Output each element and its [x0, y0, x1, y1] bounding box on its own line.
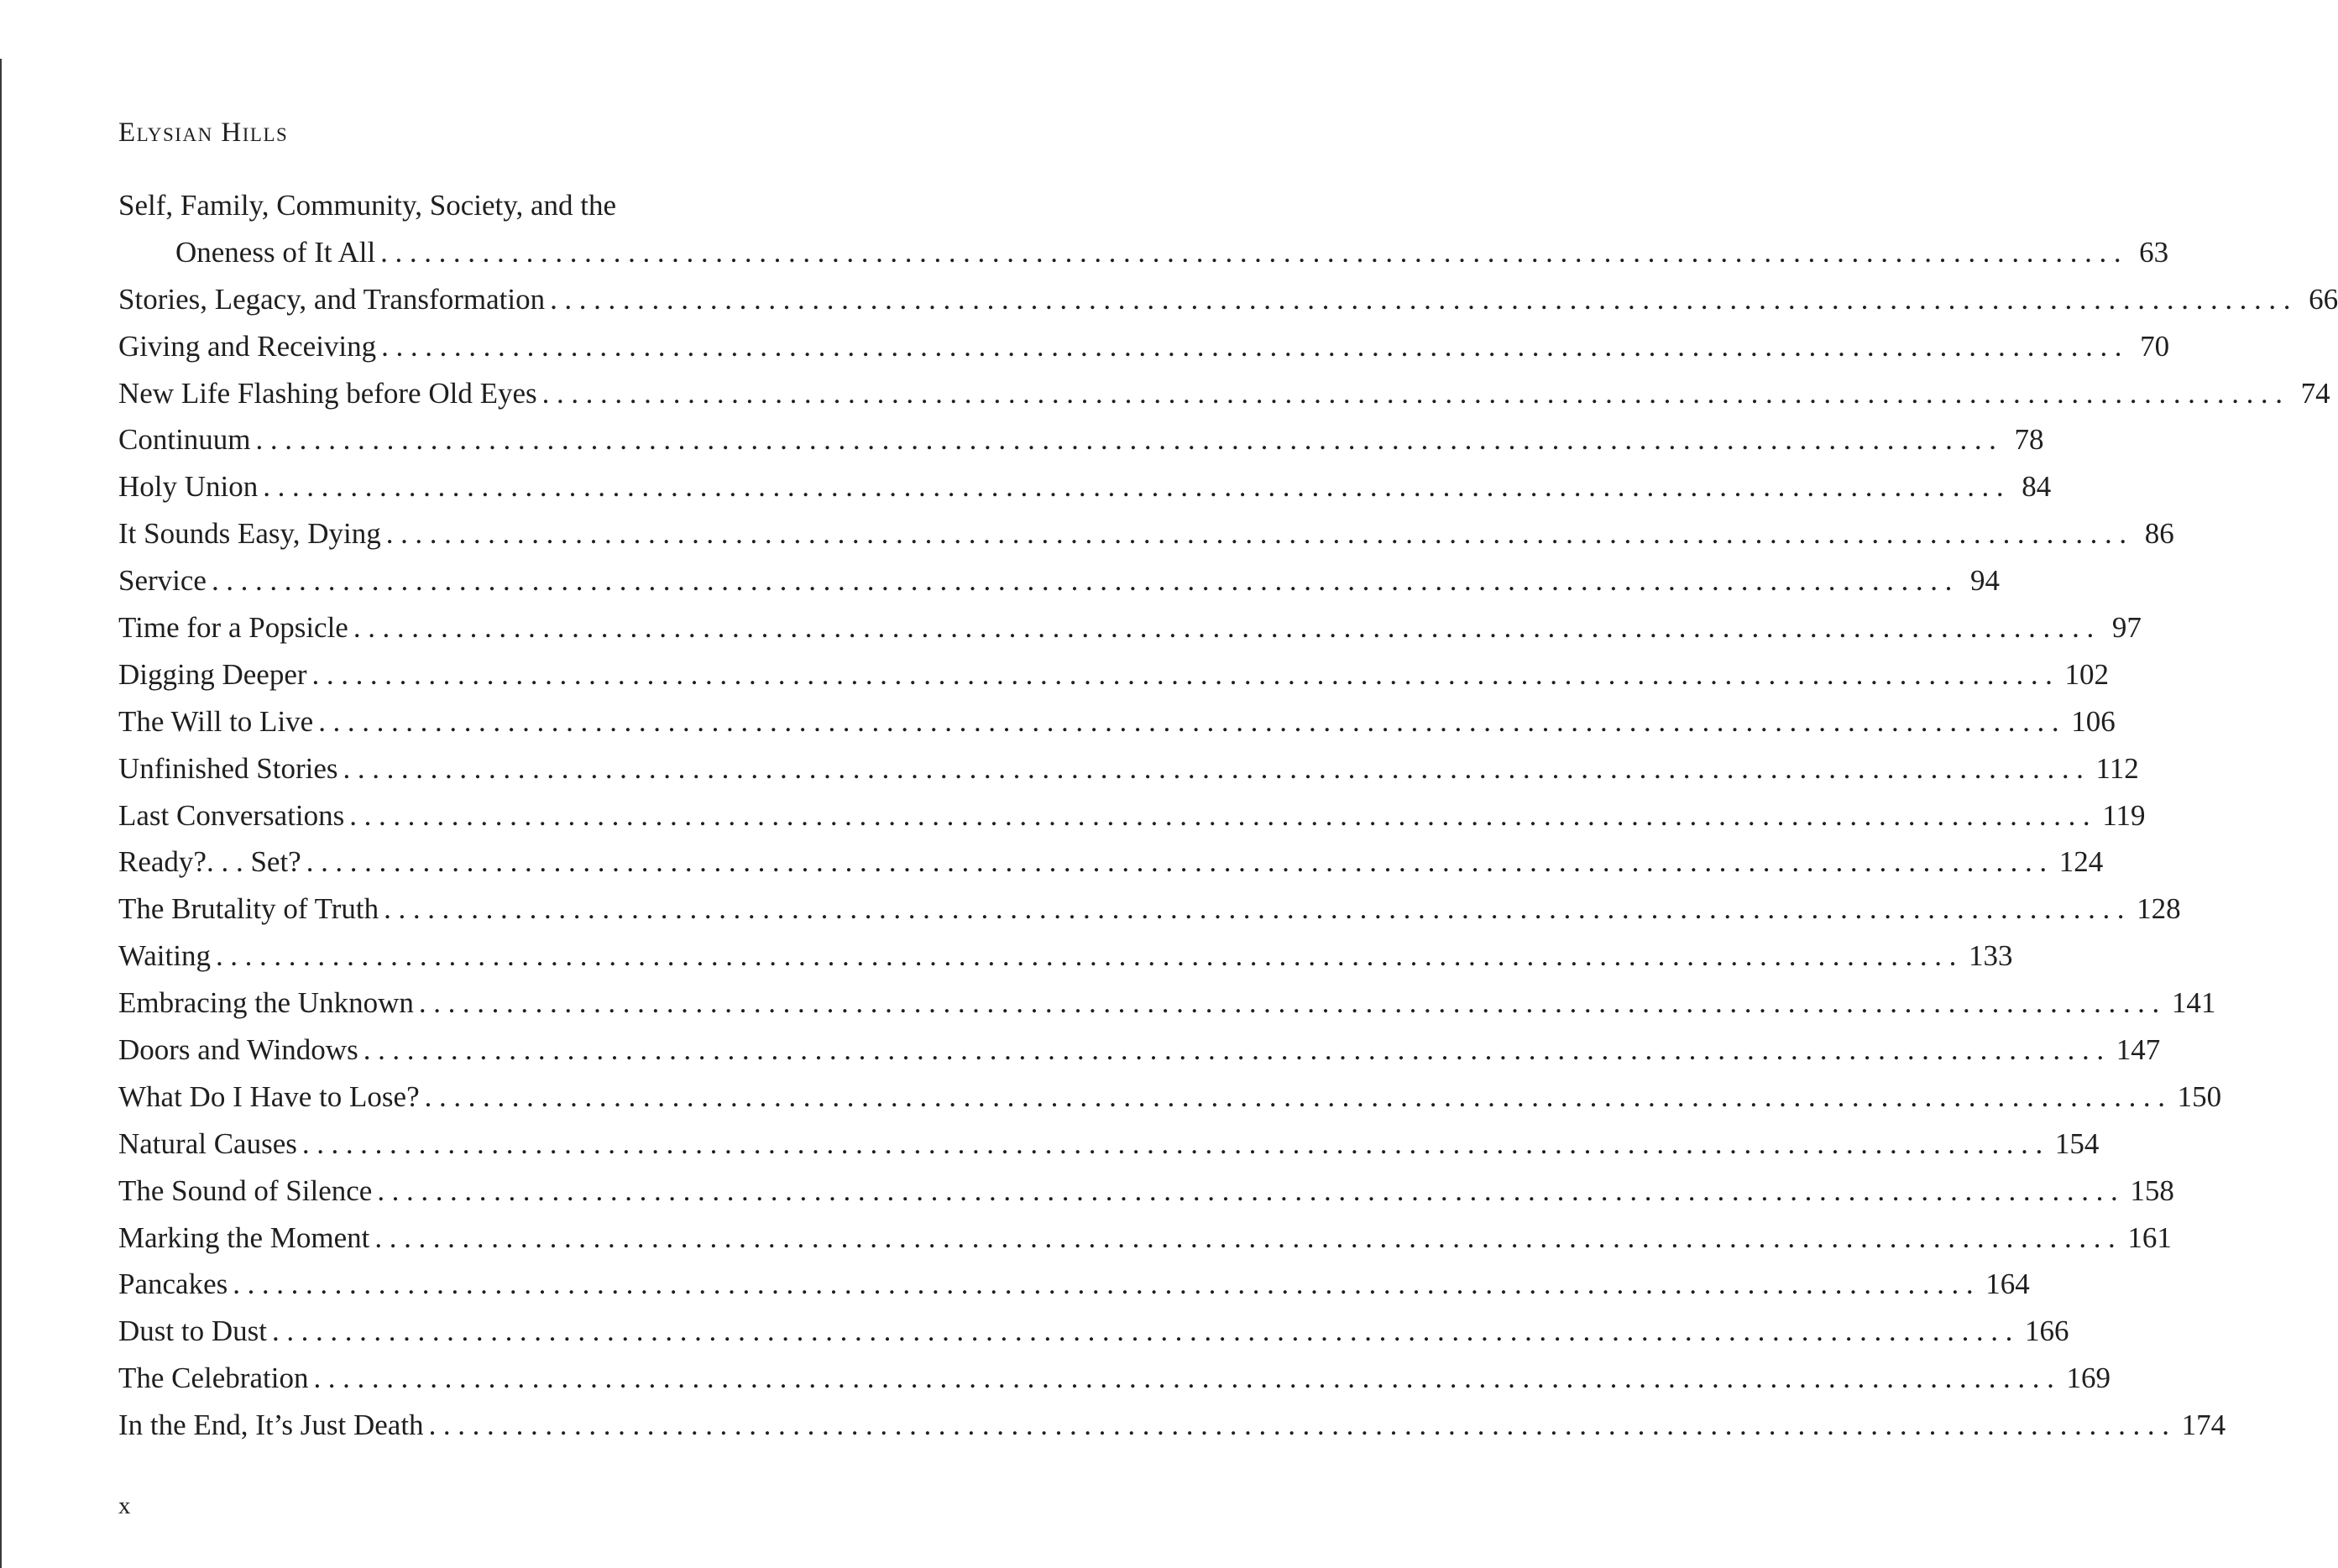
toc-entry-page: 169	[2066, 1362, 2110, 1395]
toc-entry-title: Time for a Popsicle	[118, 611, 348, 645]
toc-entry-title: Doors and Windows	[118, 1033, 358, 1067]
dot-leader: ........................................................................................................................	[255, 423, 2004, 457]
dot-leader: ........................................................................................................................	[271, 1315, 2020, 1348]
toc-entry	[118, 463, 2052, 510]
toc-entry-page: 97	[2111, 611, 2142, 645]
toc-entry-title: Natural Causes	[118, 1126, 297, 1160]
toc-entry	[118, 510, 2174, 557]
toc-entry-page: 174	[2181, 1409, 2226, 1442]
toc-entry-page: 106	[2071, 704, 2116, 738]
toc-entry	[118, 1168, 2174, 1215]
toc-entry-page: 86	[2144, 517, 2174, 551]
toc-entry-page: 94	[1969, 564, 2000, 598]
toc-entry-title: Service	[118, 564, 207, 598]
toc-entry-page: 119	[2102, 798, 2146, 832]
toc-entry-title: Self, Family, Community, Society, and the	[118, 189, 617, 222]
toc-entry-title: The Will to Live	[118, 704, 314, 738]
toc-entry	[118, 1355, 2110, 1402]
toc-entry-title: Marking the Moment	[118, 1220, 370, 1254]
toc-entry	[118, 182, 886, 229]
dot-leader: ........................................................................................................................	[550, 282, 2299, 316]
toc-entry-title: Oneness of It All	[175, 235, 376, 269]
toc-entry-title: Unfinished Stories	[118, 751, 338, 785]
toc-entry-page: 154	[2054, 1126, 2100, 1160]
toc-entry-title: Stories, Legacy, and Transformation	[118, 282, 546, 316]
toc-entry-page: 102	[2064, 657, 2110, 691]
toc-entry	[118, 745, 2139, 792]
toc-entry-title: In the End, It’s Just Death	[118, 1409, 424, 1442]
page-edge-line	[0, 59, 2, 1568]
toc-entry	[118, 1121, 2100, 1168]
toc-entry	[118, 933, 2013, 980]
dot-leader: ........................................................................................................................	[384, 892, 2132, 926]
toc-entry-page: 78	[2014, 423, 2044, 457]
toc-entry	[118, 229, 2169, 276]
toc-entry-page: 147	[2116, 1033, 2161, 1067]
dot-leader: ........................................................................................................................	[377, 1173, 2126, 1207]
toc-entry	[118, 980, 2216, 1027]
dot-leader: ........................................................................................................................	[318, 704, 2067, 738]
toc-entry-title: Giving and Receiving	[118, 329, 377, 363]
dot-leader: ........................................................................................................................	[541, 376, 2290, 410]
toc-entry-page: 164	[1985, 1267, 2030, 1301]
toc-entry-title: Last Conversations	[118, 798, 345, 832]
toc-entry	[118, 416, 2044, 463]
toc-entry-page: 112	[2095, 751, 2139, 785]
toc-entry-title: The Celebration	[118, 1362, 309, 1395]
dot-leader: ........................................................................................................................	[353, 611, 2101, 645]
toc-entry	[118, 323, 2170, 370]
dot-leader: ........................................................................................................................	[424, 1079, 2173, 1113]
toc-entry	[118, 651, 2110, 698]
toc-entry	[118, 886, 2181, 933]
dot-leader: ........................................................................................................................	[374, 1220, 2123, 1254]
dot-leader: ........................................................................................................................	[311, 657, 2060, 691]
toc-entry-title: Ready?. . . Set?	[118, 845, 301, 879]
toc-entry-title: Pancakes	[118, 1267, 228, 1301]
toc-entry-title: Waiting	[118, 939, 211, 973]
toc-entry	[118, 604, 2142, 651]
running-head: Elysian Hills	[118, 118, 289, 148]
dot-leader: ........................................................................................................................	[313, 1362, 2062, 1395]
page-number: x	[118, 1492, 131, 1519]
dot-leader: ........................................................................................................................	[233, 1267, 1981, 1301]
toc-entry-page: 161	[2127, 1220, 2172, 1254]
toc-entry	[118, 1074, 2222, 1121]
toc-entry-title: Embracing the Unknown	[118, 986, 414, 1020]
toc-entry	[118, 839, 2104, 886]
toc-entry-page: 84	[2022, 470, 2052, 504]
table-of-contents	[118, 182, 2338, 1449]
dot-leader: ........................................................................................................................	[215, 939, 1964, 973]
toc-entry-title: What Do I Have to Lose?	[118, 1079, 420, 1113]
toc-entry-page: 150	[2177, 1079, 2222, 1113]
toc-entry-title: The Brutality of Truth	[118, 892, 379, 926]
toc-entry	[118, 698, 2116, 745]
dot-leader: ........................................................................................................................	[301, 1126, 2050, 1160]
dot-leader: ........................................................................................................................	[306, 845, 2054, 879]
toc-entry-title: Digging Deeper	[118, 657, 307, 691]
toc-entry	[118, 276, 2338, 323]
toc-entry	[118, 1215, 2172, 1262]
dot-leader: ........................................................................................................................	[363, 1033, 2111, 1067]
toc-entry-page: 124	[2058, 845, 2104, 879]
toc-entry	[118, 1402, 2226, 1449]
toc-entry-title: Dust to Dust	[118, 1315, 267, 1348]
dot-leader: ........................................................................................................................	[428, 1409, 2177, 1442]
toc-entry	[118, 1308, 2069, 1355]
dot-leader: ........................................................................................................................	[349, 798, 2098, 832]
toc-entry	[118, 557, 2000, 604]
toc-entry	[118, 792, 2146, 839]
dot-leader: ........................................................................................................................	[343, 751, 2091, 785]
toc-entry-page: 74	[2300, 376, 2330, 410]
toc-entry-title: The Sound of Silence	[118, 1173, 373, 1207]
toc-entry	[118, 1261, 2030, 1308]
toc-entry	[118, 370, 2330, 417]
toc-entry-page: 133	[1968, 939, 2013, 973]
toc-entry-page: 66	[2309, 282, 2338, 316]
dot-leader: ........................................................................................................................	[263, 470, 2011, 504]
toc-entry-title: It Sounds Easy, Dying	[118, 517, 381, 551]
dot-leader: ........................................................................................................................	[418, 986, 2167, 1020]
toc-entry-title: New Life Flashing before Old Eyes	[118, 376, 537, 410]
dot-leader: ........................................................................................................................	[380, 235, 2129, 269]
toc-entry-page: 70	[2140, 329, 2170, 363]
toc-entry	[118, 1027, 2161, 1074]
toc-entry-page: 63	[2139, 235, 2169, 269]
dot-leader: ........................................................................................................................	[385, 517, 2134, 551]
toc-entry-page: 141	[2171, 986, 2216, 1020]
toc-entry-page: 128	[2137, 892, 2181, 926]
toc-entry-page: 166	[2024, 1315, 2069, 1348]
toc-entry-page: 158	[2130, 1173, 2174, 1207]
dot-leader: ........................................................................................................................	[381, 329, 2130, 363]
toc-entry-title: Continuum	[118, 423, 251, 457]
toc-entry-title: Holy Union	[118, 470, 259, 504]
dot-leader: ........................................................................................................................	[211, 564, 1959, 598]
